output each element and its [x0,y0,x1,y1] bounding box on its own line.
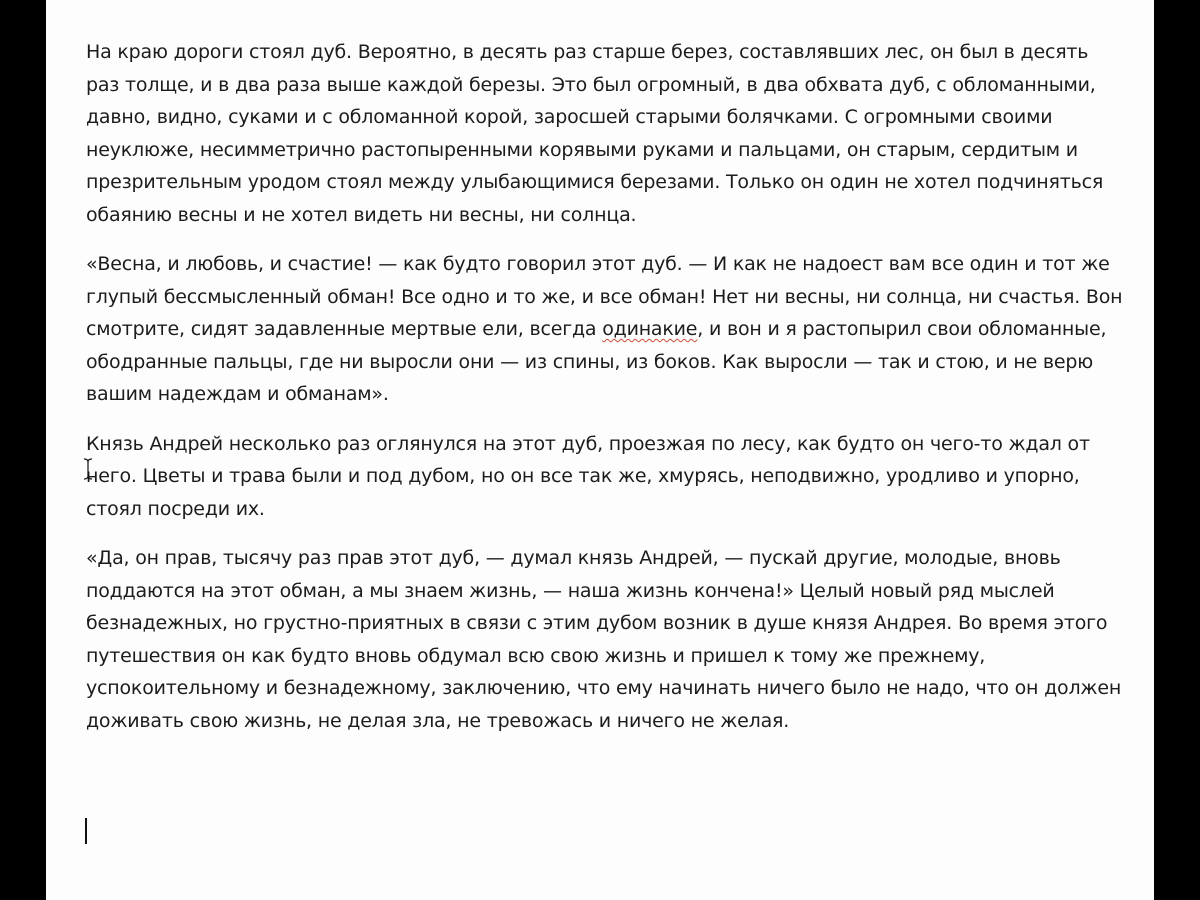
paragraph-1: На краю дороги стоял дуб. Вероятно, в десять раз старше берез, составлявших лес, он был в десять раз толще, и в два раза выше каждой березы. Это был огромный, в два обхвата дуб, с обломанными, давно, видно, суками и с обломанной корой, заросшей старыми болячками. С огромными своими неуклюже, несимметрично растопыренными корявыми руками и пальцами, он старым, сердитым и презрительным уродом стоял между улыбающимися березами. Только он один не хотел подчиняться обаянию весны и не хотел видеть ни весны, ни солнца. [86,41,1104,226]
paragraph-3: Князь Андрей несколько раз оглянулся на этот дуб, проезжая по лесу, как будто он чего-то ждал от него. Цветы и трава были и под дубом, но он все так же, хмурясь, неподвижно, уродливо и упорно, стоял посреди их. [86,432,1090,520]
misspelled-word[interactable]: одинакие [602,318,698,340]
paragraph-4: «Да, он прав, тысячу раз прав этот дуб, — думал князь Андрей, — пускай другие, молодые, вновь поддаются на этот обман, а мы знаем жизнь, — наша жизнь кончена!» Целый новый ряд мыслей безнадежных, но грустно-приятных в связи с этим дубом возник в душе князя Андрея. Во время этого путешествия он как будто вновь обдумал всю свою жизнь и пришел к тому же прежнему, успокоительному и безнадежному, заключению, что ему начинать ничего было не надо, что он должен доживать свою жизнь, не делая зла, не тревожась и ничего не желая. [86,547,1122,732]
text-caret [85,818,87,844]
mouse-ibeam-cursor-icon [83,458,93,480]
paragraph-2-text-end: , и вон и я растопырил свои обломанные, ободранные пальцы, где ни выросли они — из спины, из боков. Как выросли — так и стою, и не верю вашим надеждам и обманам». [86,318,1107,405]
paragraph-2 [86,248,1126,411]
text-editor[interactable] [86,36,1126,754]
document-page [46,0,1154,900]
paragraph-2-text-start: «Весна, и любовь, и счастие! — как будто говорил этот дуб. — И как не надоест вам все один и тот же глупый бессмысленный обман! Все одно и то же, и все обман! Нет ни весны, ни солнца, ни счастья. Вон смотрите, сидят задавленные мертвые ели, всегда [86,253,1123,340]
